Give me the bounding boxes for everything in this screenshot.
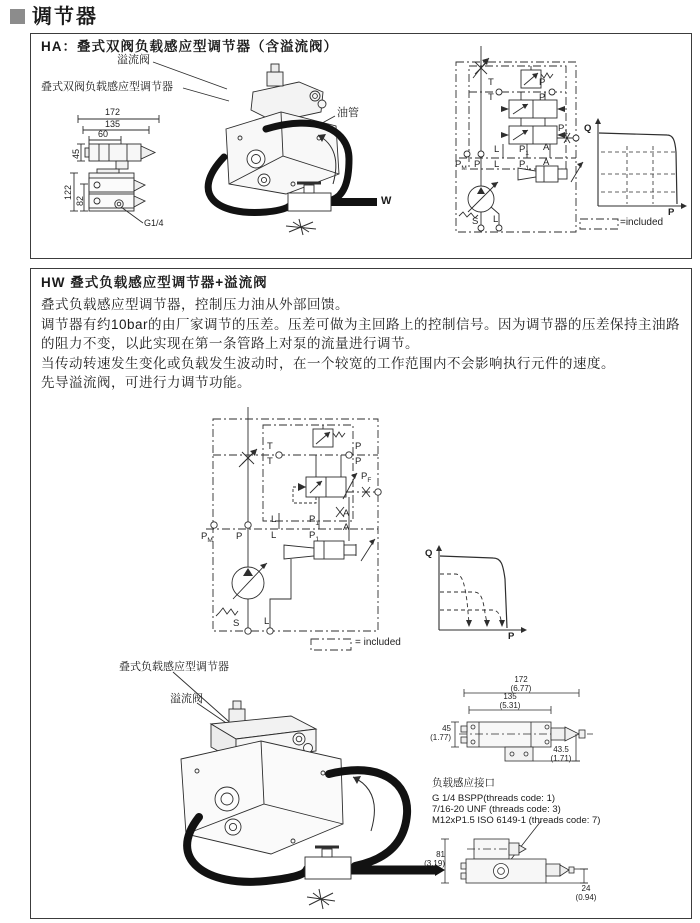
ha-port-p-bottom: P xyxy=(539,92,546,103)
hw-legend-included: = included xyxy=(355,637,401,648)
hw-dim-172: 172 (6.77) xyxy=(510,675,532,693)
hw-port-p-bottom: P xyxy=(355,456,362,467)
hw-port-l-bottom: L xyxy=(271,530,277,541)
ha-port-a-bottom: A xyxy=(543,157,550,168)
hw-port-t-top: T xyxy=(267,441,273,452)
hw-section-title: HW 叠式负载感应型调节器+溢流阀 xyxy=(41,275,268,290)
header-square-icon xyxy=(10,9,25,24)
ha-port-l-top: L xyxy=(494,144,500,155)
ha-chart-q-label: Q xyxy=(584,123,592,134)
hw-chart-q-label: Q xyxy=(425,548,433,559)
ha-dim-45: 45 xyxy=(71,148,81,159)
ha-thread-label: G1/4 xyxy=(144,218,164,228)
ha-section-title: HA：叠式双阀负载感应型调节器（含溢流阀） xyxy=(41,39,338,54)
ha-port-p-main: P xyxy=(474,159,481,170)
hw-ls-option-3: M12xP1.5 ISO 6149-1 (threads code: 7) xyxy=(432,815,601,826)
hw-port-p1-bottom: $P_1$ xyxy=(309,530,319,543)
ha-chart-p-label: P xyxy=(668,207,675,218)
ha-dim-135: 135 xyxy=(105,119,121,129)
hw-port-a-bottom: A xyxy=(343,522,350,533)
ha-dim-60: 60 xyxy=(98,129,109,139)
ha-oil-pipe-label: 油管 xyxy=(337,107,359,119)
hw-ls-option-1: G 1/4 BSPP(threads code: 1) xyxy=(432,793,556,804)
hw-port-a-top: A xyxy=(343,508,350,519)
hw-port-pm: $P_M$ xyxy=(201,531,213,544)
hw-dim-135: 135 (5.31) xyxy=(499,692,521,710)
hw-chart-p-label: P xyxy=(508,631,515,642)
hw-regulator-label: 叠式负载感应型调节器 xyxy=(119,661,229,673)
ha-legend-included: =included xyxy=(620,217,664,228)
ha-line-art xyxy=(31,34,691,258)
ha-port-a-top: A xyxy=(543,142,550,153)
ha-relief-valve-label: 溢流阀 xyxy=(117,54,150,66)
hw-ls-port-heading: 负载感应接口 xyxy=(432,777,495,789)
ha-w-port-label: W xyxy=(381,195,392,207)
hw-paragraph-3: 当传动转速发生变化或负载发生波动时，在一个较宽的工作范围内不会影响执行元件的速度。 xyxy=(41,355,615,371)
ha-port-t-top: T xyxy=(488,77,494,88)
hw-port-s: S xyxy=(233,618,240,629)
hw-relief-valve-label: 溢流阀 xyxy=(170,693,203,705)
ha-dim-122: 122 xyxy=(63,184,73,200)
ha-port-s: S xyxy=(472,216,479,227)
ha-port-p1-top: $P_1$ xyxy=(519,144,529,157)
ha-regulator-label: 叠式双阀负载感应型调节器 xyxy=(41,81,173,93)
hw-paragraph-2: 调节器有约10bar的由厂家调节的压差。压差可做为主回路上的控制信号。因为调节器的压差保持主油路的阻力不变，以此实现在第一条管路上对泵的流量进行调节。 xyxy=(41,316,681,351)
hw-port-t-bottom: T xyxy=(267,456,273,467)
hw-port-l-drain: L xyxy=(264,616,270,627)
ha-port-p1-right: $P_1$ xyxy=(558,123,568,136)
ha-port-p-top: P xyxy=(539,77,546,88)
hw-dim-24: 24 (0.94) xyxy=(575,884,597,902)
ha-dim-82: 82 xyxy=(75,195,85,206)
ha-port-t-bottom: T xyxy=(488,92,494,103)
hw-port-p-main: P xyxy=(236,531,243,542)
ha-port-p1-bottom: $P_1$ xyxy=(519,159,529,172)
hw-dim-81: 81 (3.19) xyxy=(424,850,445,868)
section-ha xyxy=(30,33,692,259)
hw-port-pf: $P_F$ xyxy=(361,471,372,484)
hw-paragraph-1: 叠式负载感应型调节器，控制压力油从外部回馈。 xyxy=(41,297,349,312)
hw-dim-45: 45 (1.77) xyxy=(430,724,451,742)
hw-port-p1-top: $P_1$ xyxy=(309,514,319,527)
hw-port-l-top: L xyxy=(271,514,277,525)
hw-paragraph-4: 先导溢流阀，可进行力调节功能。 xyxy=(41,375,251,390)
ha-port-l-bottom: L xyxy=(494,159,500,170)
section-hw xyxy=(30,268,692,919)
page-title: 调节器 xyxy=(32,6,98,28)
ha-port-pm: $P_M$ xyxy=(455,159,467,172)
ha-port-l-drain: L xyxy=(493,214,499,225)
hw-ls-option-2: 7/16-20 UNF (threads code: 3) xyxy=(432,804,561,815)
hw-dim-43-5: 43.5 (1.71) xyxy=(550,745,572,763)
hw-port-p-top: P xyxy=(355,441,362,452)
hw-description xyxy=(41,295,687,393)
ha-dim-172: 172 xyxy=(105,107,121,117)
